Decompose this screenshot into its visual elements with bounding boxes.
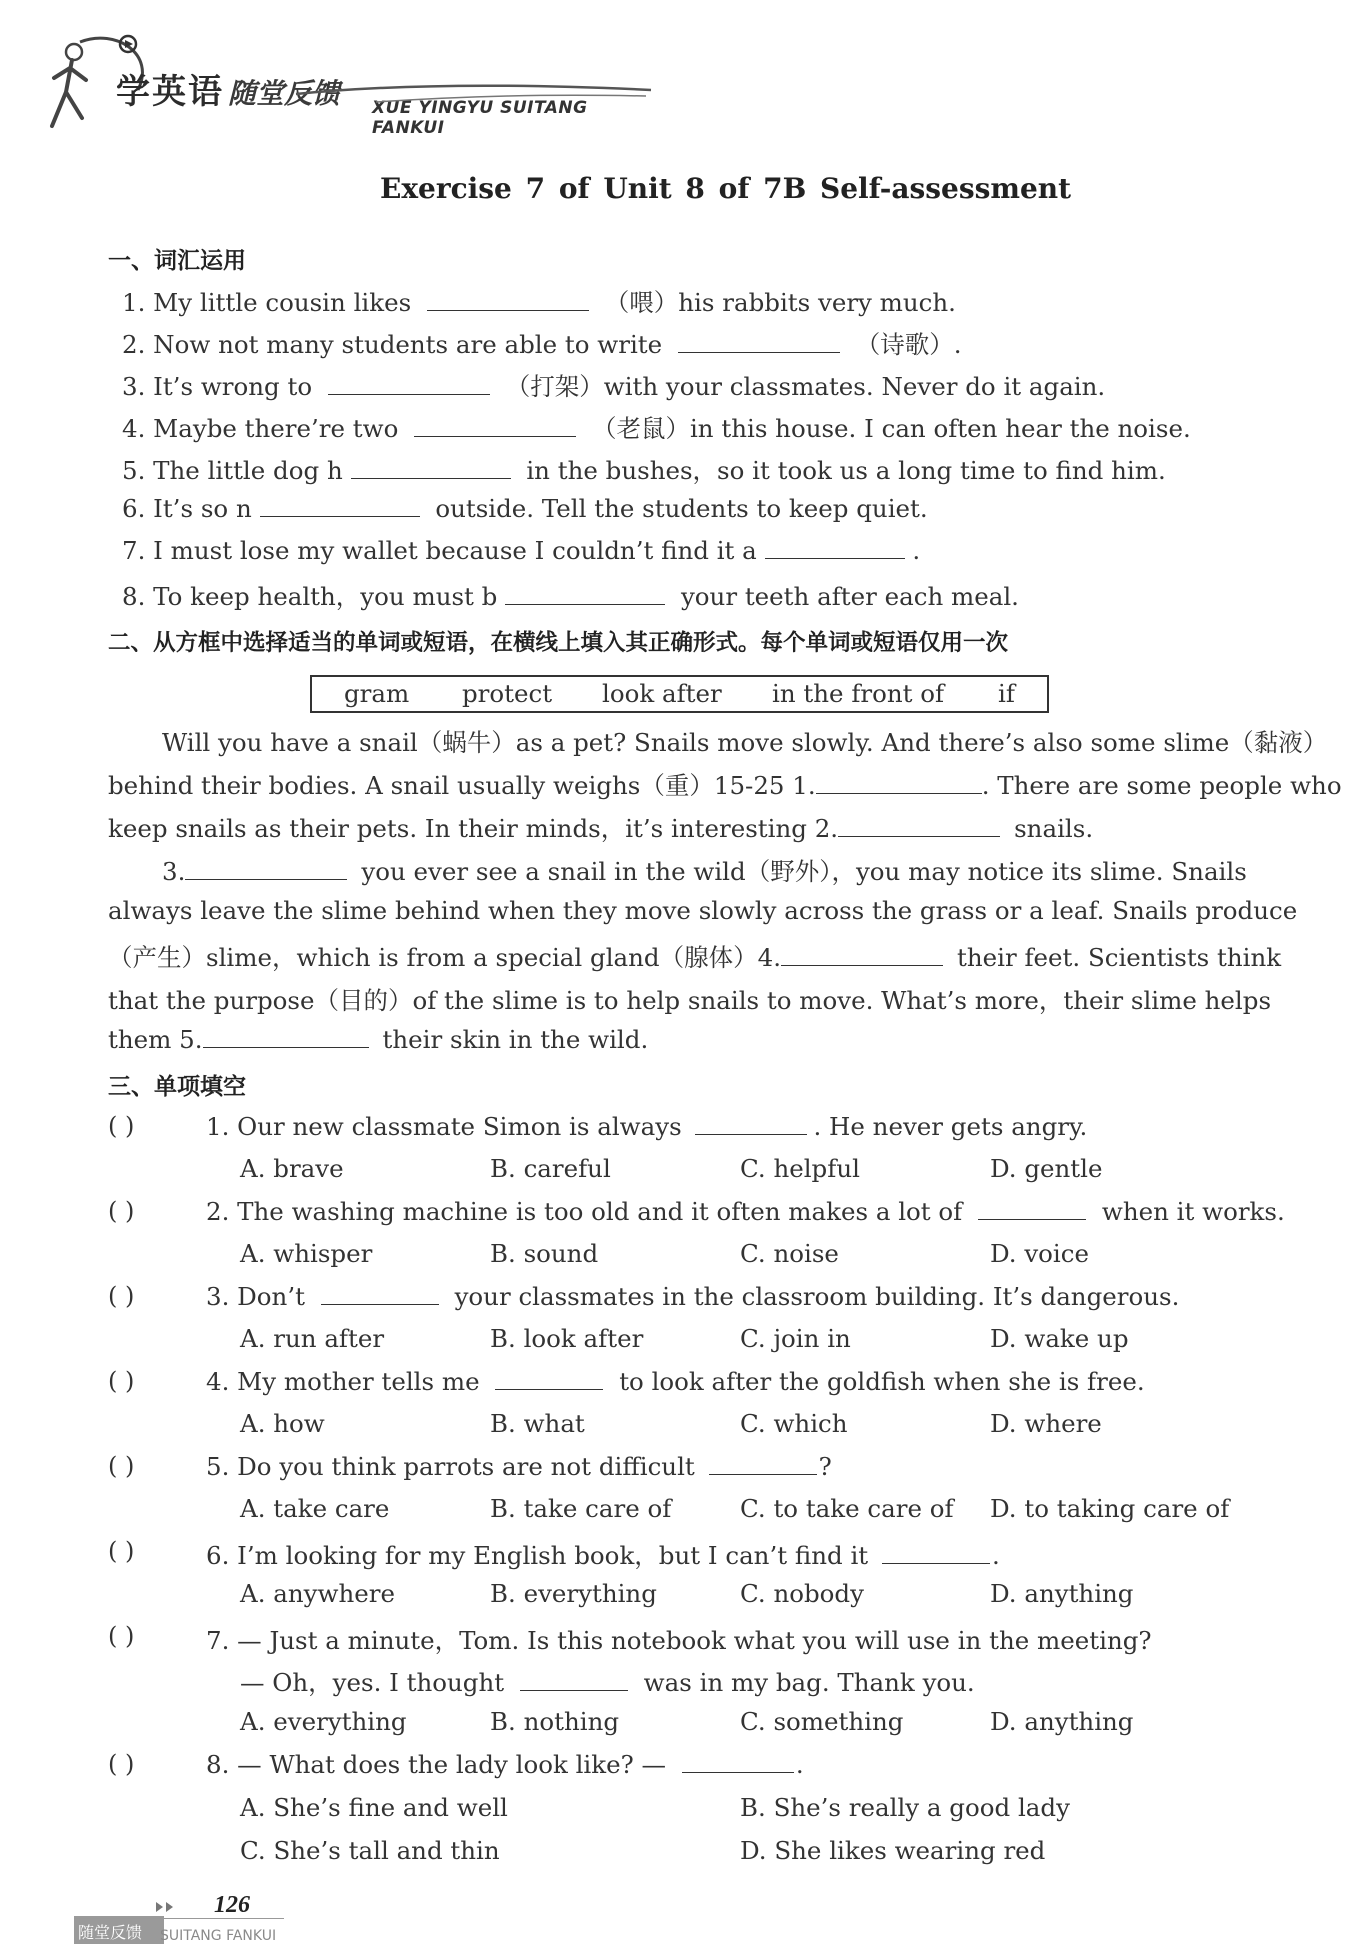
option-b[interactable]: B. look after [490, 1324, 644, 1353]
answer-blank[interactable] [695, 1112, 807, 1135]
header-swoosh [46, 34, 666, 144]
option-b[interactable]: B. She’s really a good lady [740, 1793, 1070, 1822]
option-b[interactable]: B. nothing [490, 1707, 620, 1736]
answer-paren[interactable]: ( ) [108, 1622, 135, 1650]
option-a[interactable]: A. brave [240, 1154, 344, 1183]
vocab-item-text: （打架）with your classmates. Never do it again. [505, 372, 1106, 401]
question-1 [206, 1112, 1087, 1141]
vocab-item-text: （诗歌）. [855, 330, 962, 359]
vocab-item-8 [122, 578, 1019, 613]
option-a[interactable]: A. She’s fine and well [240, 1793, 508, 1822]
vocab-item-text: in the bushes，so it took us a long time to find him. [526, 456, 1166, 485]
logo-pinyin: XUE YINGYU SUITANG FANKUI [372, 98, 588, 138]
footer-pinyin: SUITANG FANKUI [160, 1928, 277, 1944]
question-text: . He never gets angry. [813, 1112, 1088, 1141]
double-arrow-icon [154, 1900, 184, 1914]
word-option: protect [462, 679, 553, 708]
passage-text: their skin in the wild. [382, 1025, 649, 1054]
question-5 [206, 1452, 832, 1481]
vocab-item-5 [122, 452, 1166, 487]
word-option: if [998, 679, 1015, 708]
passage-text: （产生）slime，which is from a special gland（腺体）4. [108, 943, 781, 972]
header-logo [46, 34, 666, 144]
option-d[interactable]: D. to taking care of [990, 1494, 1230, 1523]
question-text: your classmates in the classroom building. It’s dangerous. [454, 1282, 1180, 1311]
answer-blank[interactable] [495, 1367, 603, 1390]
question-text: 3. Don’t [206, 1282, 305, 1311]
answer-blank[interactable] [520, 1668, 628, 1691]
passage-text: keep snails as their pets. In their minds，it’s interesting 2. [108, 814, 839, 843]
section-2-heading: 二、从方框中选择适当的单词或短语，在横线上填入其正确形式。每个单词或短语仅用一次 [108, 630, 1009, 656]
passage-line [108, 810, 1093, 845]
option-b[interactable]: B. sound [490, 1239, 599, 1268]
passage-text: snails. [1014, 814, 1094, 843]
vocab-item-text: 3. It’s wrong to [122, 372, 313, 401]
question-text: 4. My mother tells me [206, 1367, 480, 1396]
option-d[interactable]: D. anything [990, 1579, 1134, 1608]
question-text: when it works. [1101, 1197, 1285, 1226]
vocab-item-2 [122, 326, 962, 361]
question-text: 1. Our new classmate Simon is always [206, 1112, 682, 1141]
option-b[interactable]: B. careful [490, 1154, 611, 1183]
vocab-item-text: outside. Tell the students to keep quiet. [435, 494, 928, 523]
vocab-item-text: 5. The little dog h [122, 456, 343, 485]
question-text: . [795, 1750, 804, 1779]
option-b[interactable]: B. what [490, 1409, 585, 1438]
answer-blank[interactable] [978, 1197, 1086, 1220]
vocab-item-text: . [912, 536, 921, 565]
option-a[interactable]: A. anywhere [240, 1579, 395, 1608]
option-c[interactable]: C. to take care of [740, 1494, 954, 1523]
section-3-heading: 三、单项填空 [108, 1074, 246, 1100]
answer-paren[interactable]: ( ) [108, 1367, 135, 1395]
answer-blank[interactable] [765, 536, 905, 559]
passage-text: you ever see a snail in the wild（野外），you may notice its slime. Snails [361, 857, 1247, 886]
answer-blank[interactable] [328, 372, 490, 395]
question-text: — Oh，yes. I thought [240, 1668, 505, 1697]
passage-text: Will you have a snail（蜗牛）as a pet? Snails move slowly. And there’s also some slime（黏液） [162, 728, 1328, 757]
question-7-reply [240, 1664, 975, 1699]
question-text: 8. — What does the lady look like? — [206, 1750, 667, 1779]
passage-text: that the purpose（目的）of the slime is to help snails to move. What’s more，their slime helps [108, 986, 1272, 1015]
logo-chinese: 学英语 [116, 72, 224, 112]
option-d[interactable]: D. gentle [990, 1154, 1103, 1183]
option-b[interactable]: B. take care of [490, 1494, 672, 1523]
vocab-item-text: 4. Maybe there’re two [122, 414, 399, 443]
option-c[interactable]: C. helpful [740, 1154, 860, 1183]
option-c[interactable]: C. nobody [740, 1579, 864, 1608]
question-text: . [991, 1541, 1000, 1570]
logo-chinese-sub: 随堂反馈 [228, 77, 341, 110]
answer-blank[interactable] [838, 814, 1000, 837]
answer-blank[interactable] [185, 857, 347, 880]
question-7 [206, 1622, 1152, 1657]
vocab-item-text: 6. It’s so n [122, 494, 252, 523]
option-c[interactable]: C. which [740, 1409, 848, 1438]
option-a[interactable]: A. take care [240, 1494, 390, 1523]
vocab-item-6 [122, 494, 928, 523]
vocab-item-3 [122, 368, 1105, 403]
passage-text: them 5. [108, 1025, 203, 1054]
word-option: in the front of [772, 679, 945, 708]
answer-blank[interactable] [816, 771, 982, 794]
answer-paren[interactable]: ( ) [108, 1452, 135, 1480]
answer-blank[interactable] [414, 414, 576, 437]
word-box [310, 675, 1049, 713]
option-d[interactable]: D. wake up [990, 1324, 1129, 1353]
passage-text: behind their bodies. A snail usually weighs（重）15-25 1. [108, 771, 816, 800]
question-text: was in my bag. Thank you. [643, 1668, 975, 1697]
answer-paren[interactable]: ( ) [108, 1750, 135, 1778]
option-c[interactable]: C. noise [740, 1239, 839, 1268]
question-text: ? [818, 1452, 832, 1481]
passage-line [108, 982, 1271, 1017]
answer-blank[interactable] [427, 288, 589, 311]
answer-paren[interactable]: ( ) [108, 1197, 135, 1225]
vocab-item-text: （喂）his rabbits very much. [604, 288, 956, 317]
option-b[interactable]: B. everything [490, 1579, 657, 1608]
question-4 [206, 1367, 1145, 1396]
passage-line [162, 724, 1327, 759]
answer-blank[interactable] [203, 1025, 369, 1048]
vocab-item-text: 2. Now not many students are able to write [122, 330, 663, 359]
option-d[interactable]: D. anything [990, 1707, 1134, 1736]
question-text: 6. I’m looking for my English book，but I can’t find it [206, 1541, 869, 1570]
question-text: 2. The washing machine is too old and it often makes a lot of [206, 1197, 963, 1226]
vocab-item-1 [122, 284, 956, 319]
question-8 [206, 1750, 804, 1779]
answer-blank[interactable] [678, 330, 840, 353]
option-a[interactable]: A. everything [240, 1707, 407, 1736]
vocab-item-text: 7. I must lose my wallet because I couldn’t find it a [122, 536, 757, 565]
passage-text: . There are some people who [981, 771, 1342, 800]
word-option: look after [602, 679, 722, 708]
page-number: 126 [214, 1892, 250, 1918]
answer-blank[interactable] [882, 1541, 990, 1564]
vocab-item-text: 8. To keep health，you must b [122, 582, 498, 611]
section-1-heading: 一、词汇运用 [108, 248, 246, 274]
question-3 [206, 1282, 1179, 1311]
answer-blank[interactable] [505, 582, 665, 605]
option-c[interactable]: C. join in [740, 1324, 851, 1353]
answer-paren[interactable]: ( ) [108, 1112, 135, 1140]
option-c[interactable]: C. She’s tall and thin [240, 1836, 500, 1865]
answer-paren[interactable]: ( ) [108, 1537, 135, 1565]
answer-blank[interactable] [682, 1750, 794, 1773]
vocab-item-text: 1. My little cousin likes [122, 288, 412, 317]
option-d[interactable]: D. voice [990, 1239, 1089, 1268]
vocab-item-text: your teeth after each meal. [680, 582, 1019, 611]
question-2 [206, 1197, 1285, 1226]
option-a[interactable]: A. how [240, 1409, 325, 1438]
footer-tag: 随堂反馈 [78, 1923, 143, 1942]
answer-blank[interactable] [351, 456, 511, 479]
passage-line [108, 1025, 648, 1054]
question-6 [206, 1537, 1000, 1572]
question-text: 7. — Just a minute，Tom. Is this notebook what you will use in the meeting? [206, 1626, 1152, 1655]
passage-line [162, 853, 1247, 888]
passage-line [108, 896, 1297, 925]
footer-rule [74, 1918, 284, 1919]
answer-blank[interactable] [781, 943, 943, 966]
page-title: Exercise 7 of Unit 8 of 7B Self-assessment [380, 172, 1072, 205]
option-c[interactable]: C. something [740, 1707, 904, 1736]
passage-text: their feet. Scientists think [957, 943, 1282, 972]
passage-line [108, 939, 1281, 974]
option-a[interactable]: A. whisper [240, 1239, 373, 1268]
word-option: gram [344, 679, 410, 708]
vocab-item-7 [122, 536, 920, 565]
answer-blank[interactable] [321, 1282, 439, 1305]
passage-line [108, 767, 1342, 802]
passage-text: always leave the slime behind when they move slowly across the grass or a leaf. Snails produce [108, 896, 1298, 925]
passage-text: 3. [162, 857, 186, 886]
option-d[interactable]: D. She likes wearing red [740, 1836, 1046, 1865]
question-text: to look after the goldfish when she is free. [619, 1367, 1145, 1396]
option-d[interactable]: D. where [990, 1409, 1102, 1438]
answer-paren[interactable]: ( ) [108, 1282, 135, 1310]
answer-blank[interactable] [260, 494, 420, 517]
vocab-item-text: （老鼠）in this house. I can often hear the noise. [591, 414, 1191, 443]
question-text: 5. Do you think parrots are not difficult [206, 1452, 695, 1481]
vocab-item-4 [122, 410, 1191, 445]
option-a[interactable]: A. run after [240, 1324, 385, 1353]
answer-blank[interactable] [709, 1452, 817, 1475]
